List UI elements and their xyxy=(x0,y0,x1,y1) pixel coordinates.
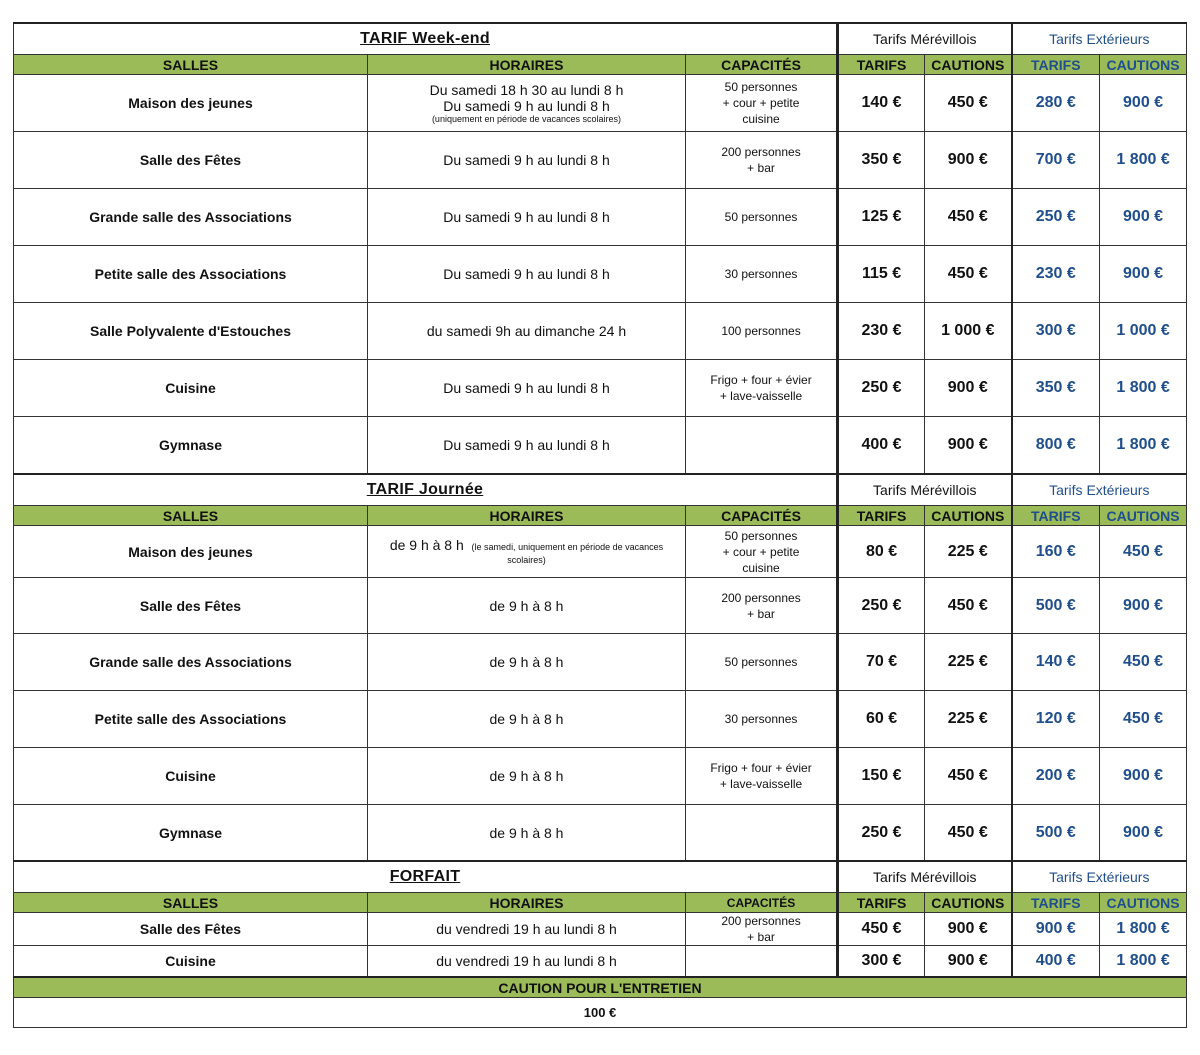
col-horaires: HORAIRES xyxy=(368,893,686,913)
caution: 900 € xyxy=(925,360,1012,417)
capacity-line: cuisine xyxy=(742,560,780,575)
weekend-merevillois-header: Tarifs Mérévillois xyxy=(838,23,1012,55)
tarif: 150 € xyxy=(838,748,925,805)
tarif: 140 € xyxy=(838,75,925,132)
room-name: Petite salle des Associations xyxy=(14,246,368,303)
capacity-line: + cour + petite xyxy=(722,544,800,559)
weekend-column-headers xyxy=(14,55,1187,75)
col-ext-tarifs: TARIFS xyxy=(1012,506,1100,526)
caution: 450 € xyxy=(925,246,1012,303)
tarif: 230 € xyxy=(838,303,925,360)
capacity-line: 50 personnes xyxy=(724,528,798,543)
ext-caution: 1 800 € xyxy=(1100,360,1187,417)
col-ext-cautions: CAUTIONS xyxy=(1100,55,1187,75)
hours-line: Du samedi 9 h au lundi 8 h xyxy=(443,98,610,114)
capacity-line: 50 personnes xyxy=(724,80,798,94)
ext-tarif: 230 € xyxy=(1012,246,1100,303)
room-capacity: 30 personnes xyxy=(686,246,838,303)
tarif: 250 € xyxy=(838,360,925,417)
room-capacity xyxy=(686,75,838,132)
caution: 900 € xyxy=(925,417,1012,475)
capacity-line: + bar xyxy=(747,606,775,621)
room-capacity xyxy=(686,360,838,417)
table-row xyxy=(14,946,1187,978)
col-capacites: CAPACITÉS xyxy=(686,55,838,75)
room-capacity xyxy=(686,417,838,475)
table-row xyxy=(14,303,1187,360)
col-cautions: CAUTIONS xyxy=(925,506,1012,526)
ext-caution: 900 € xyxy=(1100,578,1187,634)
caution: 1 000 € xyxy=(925,303,1012,360)
room-name: Grande salle des Associations xyxy=(14,634,368,691)
forfait-column-headers xyxy=(14,893,1187,913)
forfait-title-row xyxy=(14,861,1187,893)
col-horaires: HORAIRES xyxy=(368,55,686,75)
col-capacites: CAPACITÉS xyxy=(686,506,838,526)
room-name: Gymnase xyxy=(14,417,368,475)
tarif: 300 € xyxy=(838,946,925,978)
table-row xyxy=(14,246,1187,303)
weekend-exterieurs-header: Tarifs Extérieurs xyxy=(1012,23,1187,55)
room-hours: de 9 h à 8 h xyxy=(368,634,686,691)
hours-line: de 9 h à 8 h xyxy=(389,536,464,553)
ext-caution: 1 000 € xyxy=(1100,303,1187,360)
ext-tarif: 120 € xyxy=(1012,691,1100,748)
col-capacites: CAPACITÉS xyxy=(686,893,838,913)
hours-note: (le samedi, uniquement en période de vacances xyxy=(471,541,664,552)
table-row xyxy=(14,578,1187,634)
ext-tarif: 400 € xyxy=(1012,946,1100,978)
capacity-line: + bar xyxy=(747,161,775,175)
room-name: Grande salle des Associations xyxy=(14,189,368,246)
caution: 225 € xyxy=(925,526,1012,578)
room-hours: Du samedi 9 h au lundi 8 h xyxy=(368,246,686,303)
ext-tarif: 500 € xyxy=(1012,805,1100,862)
weekend-title-row xyxy=(14,23,1187,55)
table-row xyxy=(14,634,1187,691)
col-salles: SALLES xyxy=(14,506,368,526)
room-name: Cuisine xyxy=(14,748,368,805)
table-row xyxy=(14,417,1187,475)
ext-caution: 1 800 € xyxy=(1100,417,1187,475)
tariff-table xyxy=(13,22,1187,1028)
caution-entretien-label: CAUTION POUR L'ENTRETIEN xyxy=(14,977,1187,998)
room-hours: Du samedi 9 h au lundi 8 h xyxy=(368,417,686,475)
room-name: Gymnase xyxy=(14,805,368,862)
weekend-title: TARIF Week-end xyxy=(14,23,838,55)
table-row xyxy=(14,132,1187,189)
room-hours: de 9 h à 8 h xyxy=(368,748,686,805)
col-ext-cautions: CAUTIONS xyxy=(1100,893,1187,913)
col-cautions: CAUTIONS xyxy=(925,55,1012,75)
ext-caution: 1 800 € xyxy=(1100,913,1187,946)
room-name: Salle des Fêtes xyxy=(14,132,368,189)
tarif: 125 € xyxy=(838,189,925,246)
ext-caution: 1 800 € xyxy=(1100,946,1187,978)
journee-merevillois-header: Tarifs Mérévillois xyxy=(838,474,1012,506)
caution: 900 € xyxy=(925,913,1012,946)
caution: 450 € xyxy=(925,748,1012,805)
room-hours: de 9 h à 8 h xyxy=(368,578,686,634)
table-row xyxy=(14,691,1187,748)
tarif: 350 € xyxy=(838,132,925,189)
capacity-line: 200 personnes xyxy=(721,145,801,159)
room-capacity xyxy=(686,946,838,978)
room-hours: Du samedi 9 h au lundi 8 h xyxy=(368,189,686,246)
room-capacity xyxy=(686,805,838,862)
tarif: 60 € xyxy=(838,691,925,748)
capacity-line: + bar xyxy=(747,930,775,944)
room-name: Maison des jeunes xyxy=(14,75,368,132)
room-name: Salle des Fêtes xyxy=(14,913,368,946)
tarif: 250 € xyxy=(838,805,925,862)
room-hours: du samedi 9h au dimanche 24 h xyxy=(368,303,686,360)
tarif: 115 € xyxy=(838,246,925,303)
capacity-line: 200 personnes xyxy=(721,914,801,928)
room-capacity xyxy=(686,526,838,578)
ext-caution: 450 € xyxy=(1100,526,1187,578)
col-tarifs: TARIFS xyxy=(838,55,925,75)
table-row xyxy=(14,805,1187,862)
capacity-line: 200 personnes xyxy=(721,590,801,605)
table-row xyxy=(14,75,1187,132)
journee-title-row xyxy=(14,474,1187,506)
room-hours: du vendredi 19 h au lundi 8 h xyxy=(368,946,686,978)
tarif: 400 € xyxy=(838,417,925,475)
table-row xyxy=(14,360,1187,417)
ext-tarif: 350 € xyxy=(1012,360,1100,417)
room-capacity xyxy=(686,913,838,946)
room-capacity: 100 personnes xyxy=(686,303,838,360)
ext-caution: 1 800 € xyxy=(1100,132,1187,189)
forfait-exterieurs-header: Tarifs Extérieurs xyxy=(1012,861,1187,893)
room-hours: de 9 h à 8 h xyxy=(368,805,686,862)
ext-tarif: 900 € xyxy=(1012,913,1100,946)
room-hours xyxy=(368,526,686,578)
table-row xyxy=(14,748,1187,805)
ext-tarif: 800 € xyxy=(1012,417,1100,475)
capacity-line: + lave-vaisselle xyxy=(719,777,803,791)
ext-tarif: 500 € xyxy=(1012,578,1100,634)
ext-tarif: 140 € xyxy=(1012,634,1100,691)
caution: 450 € xyxy=(925,578,1012,634)
room-capacity xyxy=(686,132,838,189)
tarif: 450 € xyxy=(838,913,925,946)
caution: 450 € xyxy=(925,75,1012,132)
journee-column-headers xyxy=(14,506,1187,526)
room-name: Cuisine xyxy=(14,360,368,417)
col-ext-cautions: CAUTIONS xyxy=(1100,506,1187,526)
ext-tarif: 200 € xyxy=(1012,748,1100,805)
tarif: 80 € xyxy=(838,526,925,578)
ext-caution: 900 € xyxy=(1100,805,1187,862)
ext-caution: 900 € xyxy=(1100,246,1187,303)
ext-caution: 900 € xyxy=(1100,748,1187,805)
caution: 900 € xyxy=(925,946,1012,978)
room-capacity xyxy=(686,748,838,805)
ext-tarif: 300 € xyxy=(1012,303,1100,360)
caution-entretien-header-row xyxy=(14,977,1187,998)
ext-caution: 450 € xyxy=(1100,634,1187,691)
room-hours: Du samedi 9 h au lundi 8 h xyxy=(368,360,686,417)
room-name: Salle Polyvalente d'Estouches xyxy=(14,303,368,360)
room-name: Maison des jeunes xyxy=(14,526,368,578)
table-row xyxy=(14,189,1187,246)
caution-entretien-value: 100 € xyxy=(14,998,1187,1028)
room-hours xyxy=(368,75,686,132)
journee-title: TARIF Journée xyxy=(14,474,838,506)
caution: 450 € xyxy=(925,805,1012,862)
capacity-line: cuisine xyxy=(742,112,780,126)
room-name: Salle des Fêtes xyxy=(14,578,368,634)
col-salles: SALLES xyxy=(14,55,368,75)
ext-caution: 900 € xyxy=(1100,75,1187,132)
hours-note: scolaires) xyxy=(507,554,546,565)
ext-caution: 900 € xyxy=(1100,189,1187,246)
hours-line: Du samedi 18 h 30 au lundi 8 h xyxy=(429,82,624,98)
caution: 900 € xyxy=(925,132,1012,189)
ext-tarif: 250 € xyxy=(1012,189,1100,246)
caution: 225 € xyxy=(925,634,1012,691)
col-cautions: CAUTIONS xyxy=(925,893,1012,913)
tarif: 250 € xyxy=(838,578,925,634)
tarif: 70 € xyxy=(838,634,925,691)
room-capacity: 30 personnes xyxy=(686,691,838,748)
col-tarifs: TARIFS xyxy=(838,506,925,526)
room-capacity: 50 personnes xyxy=(686,189,838,246)
room-hours: Du samedi 9 h au lundi 8 h xyxy=(368,132,686,189)
col-horaires: HORAIRES xyxy=(368,506,686,526)
hours-note: (uniquement en période de vacances scolaires) xyxy=(431,114,622,124)
room-name: Cuisine xyxy=(14,946,368,978)
capacity-line: + lave-vaisselle xyxy=(719,389,803,403)
forfait-merevillois-header: Tarifs Mérévillois xyxy=(838,861,1012,893)
caution: 225 € xyxy=(925,691,1012,748)
room-hours: du vendredi 19 h au lundi 8 h xyxy=(368,913,686,946)
capacity-line: Frigo + four + évier xyxy=(710,373,812,387)
room-hours: de 9 h à 8 h xyxy=(368,691,686,748)
table-row xyxy=(14,526,1187,578)
capacity-line: + cour + petite xyxy=(722,96,800,110)
col-ext-tarifs: TARIFS xyxy=(1012,893,1100,913)
col-ext-tarifs: TARIFS xyxy=(1012,55,1100,75)
room-capacity xyxy=(686,578,838,634)
room-capacity: 50 personnes xyxy=(686,634,838,691)
table-row xyxy=(14,913,1187,946)
ext-caution: 450 € xyxy=(1100,691,1187,748)
tariff-sheet xyxy=(13,22,1186,1028)
caution-entretien-value-row xyxy=(14,998,1187,1028)
col-tarifs: TARIFS xyxy=(838,893,925,913)
room-name: Petite salle des Associations xyxy=(14,691,368,748)
ext-tarif: 160 € xyxy=(1012,526,1100,578)
journee-exterieurs-header: Tarifs Extérieurs xyxy=(1012,474,1187,506)
ext-tarif: 700 € xyxy=(1012,132,1100,189)
caution: 450 € xyxy=(925,189,1012,246)
ext-tarif: 280 € xyxy=(1012,75,1100,132)
col-salles: SALLES xyxy=(14,893,368,913)
capacity-line: Frigo + four + évier xyxy=(710,761,812,775)
forfait-title: FORFAIT xyxy=(14,861,838,893)
